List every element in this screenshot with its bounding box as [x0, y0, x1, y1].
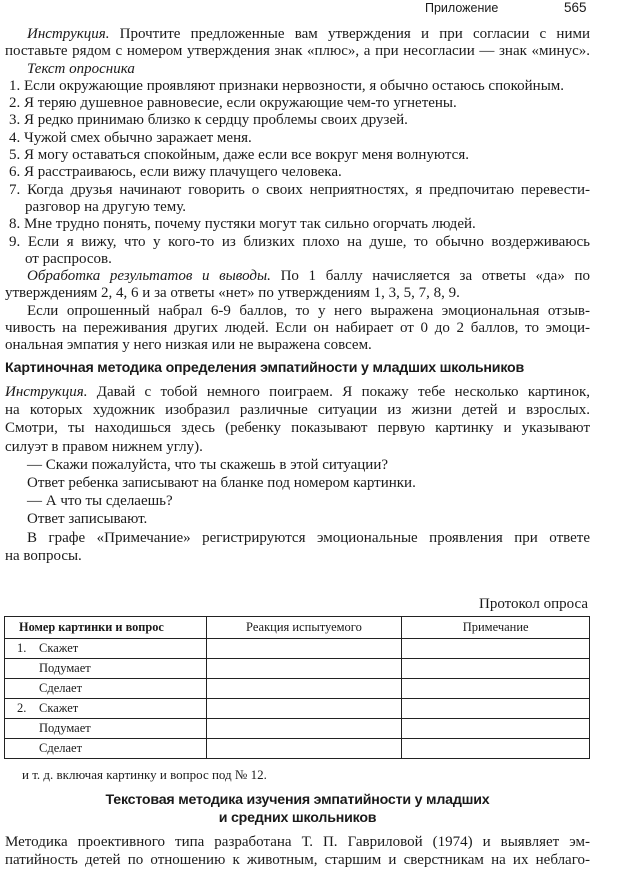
question: Сделает [39, 741, 83, 755]
list-item: 8. Мне трудно понять, почему пустяки могут так сильно огорчать людей. [9, 216, 476, 233]
dialog-line: — А что ты сделаешь? [27, 493, 173, 510]
text: Давай с тобой немного поиграем. Я покажу тебе несколько картинок, [87, 384, 590, 400]
column-header: Номер картинки и вопрос [5, 617, 207, 639]
list-item: 7. Когда друзья начинают говорить о своих неприятностях, я предпочитаю перевести- [9, 181, 590, 198]
table-cell [206, 719, 402, 739]
table-header-row [5, 617, 590, 639]
column-header: Примечание [402, 617, 590, 639]
note-line: В графе «Примечание» регистрируются эмоциональные проявления при ответе [27, 529, 590, 546]
instruction-lead: Инструкция. [5, 384, 88, 400]
list-item-cont: разговор на другую тему. [25, 198, 187, 215]
interpretation-line: ональная эмпатия у него низкая или не выражена совсем. [5, 337, 372, 354]
instruction-line: Смотри, ты находишься здесь (ребенку показывают первую картинку и указывают [5, 420, 590, 437]
table-cell [5, 659, 207, 679]
table-cell [206, 739, 402, 759]
section-heading: Текстовая методика изучения эмпатийности у младших [105, 792, 490, 808]
table-cell [402, 659, 590, 679]
table-cell [402, 679, 590, 699]
table-cell [5, 719, 207, 739]
questionnaire-title [5, 61, 590, 78]
list-item: 1. Если окружающие проявляют признаки нервозности, я обычно остаюсь спокойным. [9, 77, 565, 94]
table-row [5, 659, 590, 679]
table-cell [5, 639, 207, 659]
protocol-title: Протокол опроса [479, 596, 588, 612]
questionnaire-section [5, 26, 590, 355]
table-cell [206, 699, 402, 719]
text: По 1 баллу начисляется за ответы «да» по [270, 268, 590, 285]
list-item: 4. Чужой смех обычно заражает меня. [9, 129, 252, 146]
text-method-section [5, 833, 590, 869]
dialog-line: Ответ ребенка записывают на бланке под номером картинки. [27, 474, 416, 491]
instruction-line [5, 26, 590, 43]
table-row [5, 699, 590, 719]
table-cell [402, 699, 590, 719]
instruction-line [5, 383, 590, 401]
table-row [5, 639, 590, 659]
section-heading: Картиночная методика определения эмпатийности у младших школьников [5, 360, 525, 376]
text: Прочтите предложенные вам утверждения и при согласии с ними [109, 26, 590, 42]
dialog-line: — Скажи пожалуйста, что ты скажешь в этой ситуации? [27, 456, 389, 473]
processing-lead: Обработка результатов и выводы. [27, 268, 271, 285]
note-line: на вопросы. [5, 547, 82, 564]
instruction-line: на которых художник изобразил различные ситуации из жизни детей и взрослых. [5, 402, 590, 419]
row-number: 2. [17, 701, 27, 715]
table-cell [5, 739, 207, 759]
table-cell [5, 699, 207, 719]
list-item: 6. Я расстраиваюсь, если вижу плачущего человека. [9, 164, 342, 181]
table-cell [402, 739, 590, 759]
dialog-line: Ответ записывают. [27, 511, 148, 528]
row-number: 1. [17, 641, 27, 655]
list-item: 5. Я могу оставаться спокойным, даже если все вокруг меня волнуются. [9, 147, 469, 164]
question: Скажет [39, 701, 79, 715]
table-row [5, 679, 590, 699]
table-cell [5, 679, 207, 699]
table-footnote: и т. д. включая картинку и вопрос под № 12. [22, 767, 267, 782]
list-item: 2. Я теряю душевное равновесие, если окружающие чем-то угнетены. [9, 95, 457, 112]
list-item: 3. Я редко принимаю близко к сердцу проблемы своих друзей. [9, 112, 408, 129]
question: Сделает [39, 681, 83, 695]
table-cell [402, 719, 590, 739]
body-line: патийность детей по отношению к животным, старшим и сверстникам на их неблаго- [5, 852, 590, 869]
body-line: Методика проективного типа разработана Т. П. Гавриловой (1974) и выявляет эм- [5, 834, 590, 850]
question: Скажет [39, 641, 79, 655]
table-cell [206, 679, 402, 699]
title-text: Текст опросника [27, 60, 135, 77]
processing-line: утверждениям 2, 4, 6 и за ответы «нет» по утверждениям 1, 3, 5, 7, 8, 9. [5, 285, 460, 302]
table-row [5, 739, 590, 759]
interpretation-line: чивость на переживания других людей. Если он набирает от 0 до 2 баллов, то эмоци- [5, 320, 590, 337]
instruction-line: поставьте рядом с номером утверждения знак «плюс», а при несогласии — знак «минус». [5, 43, 590, 60]
instruction-line: силуэт в правом нижнем углу). [5, 438, 203, 455]
instruction-lead: Инструкция. [27, 26, 110, 42]
protocol-table [4, 616, 590, 759]
processing-line [5, 268, 590, 285]
table-cell [206, 639, 402, 659]
page-number: 565 [564, 0, 587, 15]
page-header [0, 0, 620, 18]
table-row [5, 719, 590, 739]
list-item: 9. Если я вижу, что у кого-то из близких плохо на душе, то обычно воздерживаюсь [9, 233, 590, 250]
running-head: Приложение [425, 1, 499, 15]
interpretation-line: Если опрошенный набрал 6-9 баллов, то у него выражена эмоциональная отзыв- [27, 302, 590, 319]
question: Подумает [39, 661, 91, 675]
question: Подумает [39, 721, 91, 735]
picture-method-section [5, 383, 590, 565]
list-item-cont: от распросов. [25, 250, 112, 267]
section-heading: и средних школьников [218, 810, 377, 826]
table-cell [206, 659, 402, 679]
table-cell [402, 639, 590, 659]
column-header: Реакция испытуемого [206, 617, 402, 639]
